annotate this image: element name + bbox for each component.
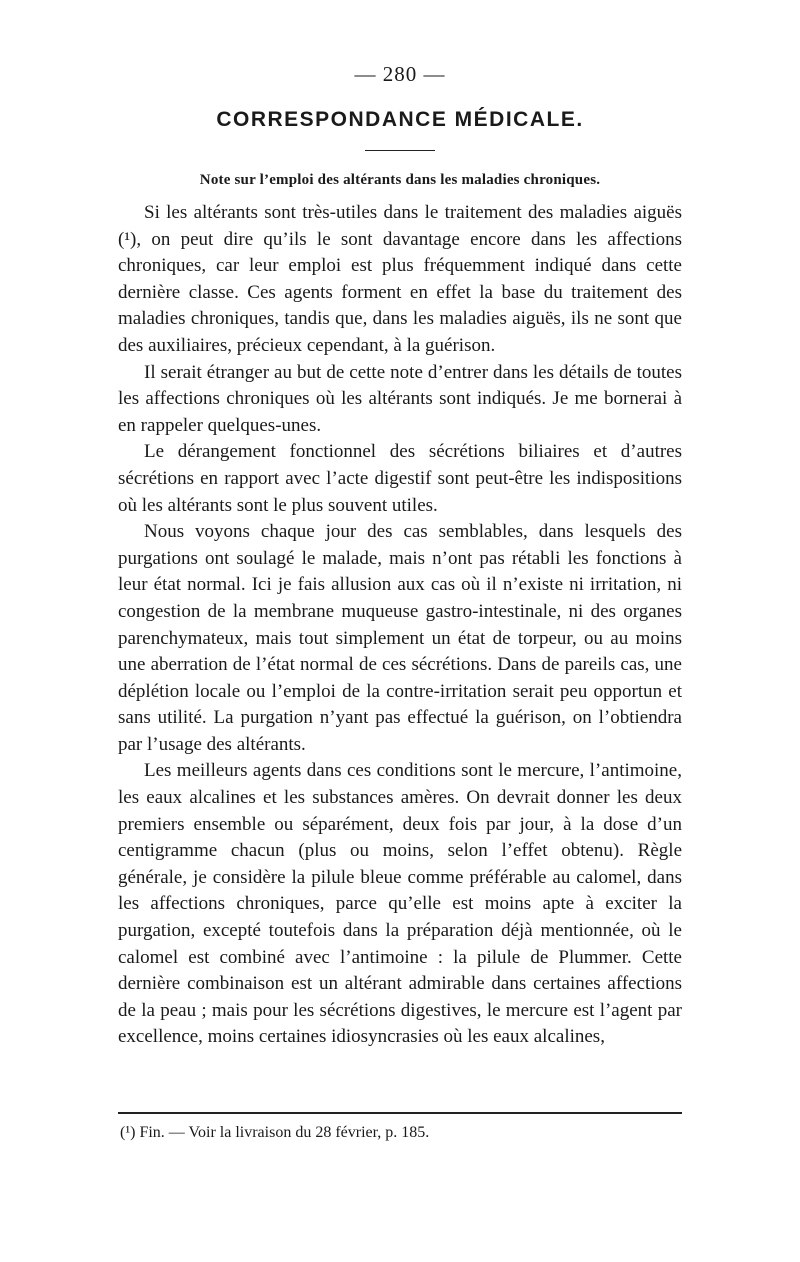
paragraph: Il serait étranger au but de cette note d’entrer dans les détails de toutes les affections chroniques où les altérants sont indiqués. Je me bornerai à en rappeler quelques-unes. xyxy=(118,361,682,436)
footnote-divider xyxy=(118,1112,682,1114)
paragraph: Les meilleurs agents dans ces conditions sont le mercure, l’antimoine, les eaux alcalines et les substances amères. On devrait donner les deux premiers ensemble ou séparément, deux fois par jour, à la dose d’un centigramme chacun (plus ou moins, selon l’effet obtenu). Règle générale, je considère la pilule bleue comme préférable au calomel, dans les affections chroniques, parce qu’elle est moins apte à exciter la purgation, excepté toutefois dans la préparation déjà mentionnée, où le calomel est combiné avec l’antimoine : la pilule de Plummer. Cette dernière combinaison est un altérant admirable dans certaines affections de la peau ; mais pour les sécrétions digestives, le mercure est l’agent par excellence, moins certaines idiosyncrasies où les eaux alcalines, xyxy=(118,760,682,1048)
section-title: CORRESPONDANCE MÉDICALE. xyxy=(216,108,584,131)
note-heading: Note sur l’emploi des altérants dans les maladies chroniques. xyxy=(199,172,601,188)
footnote: (¹) Fin. — Voir la livraison du 28 février, p. 185. xyxy=(120,1124,430,1141)
title-divider xyxy=(365,150,435,151)
paragraph: Le dérangement fonctionnel des sécrétions biliaires et d’autres sécrétions en rapport avec l’acte digestif sont peut-être les indispositions où les altérants sont le plus souvent utiles. xyxy=(118,441,682,516)
paragraph: Nous voyons chaque jour des cas semblables, dans lesquels des purgations ont soulagé le malade, mais n’ont pas rétabli les fonctions à leur état normal. Ici je fais allusion aux cas où il n’existe ni irritation, ni congestion de la membrane muqueuse gastro-intestinale, ni des organes parenchymateux, mais tout simplement un état de torpeur, ou au moins une aberration de l’état normal de ces sécrétions. Dans de pareils cas, une déplétion locale ou l’emploi de la contre-irritation serait peu opportun et sans utilité. La purgation n’yant pas effectué la guérison, on l’obtiendra par l’usage des altérants. xyxy=(118,521,682,755)
article-body xyxy=(118,200,682,1051)
paragraph: Si les altérants sont très-utiles dans le traitement des maladies aiguës (¹), on peut dire qu’ils le sont davantage encore dans les affections chroniques, car leur emploi est plus fréquemment indiqué dans cette dernière classe. Ces agents forment en effet la base du traitement des maladies chroniques, tandis que, dans les maladies aiguës, ils ne sont que des auxiliaires, précieux cependant, à la guérison. xyxy=(118,202,682,356)
page-number: — 280 — xyxy=(354,62,446,86)
